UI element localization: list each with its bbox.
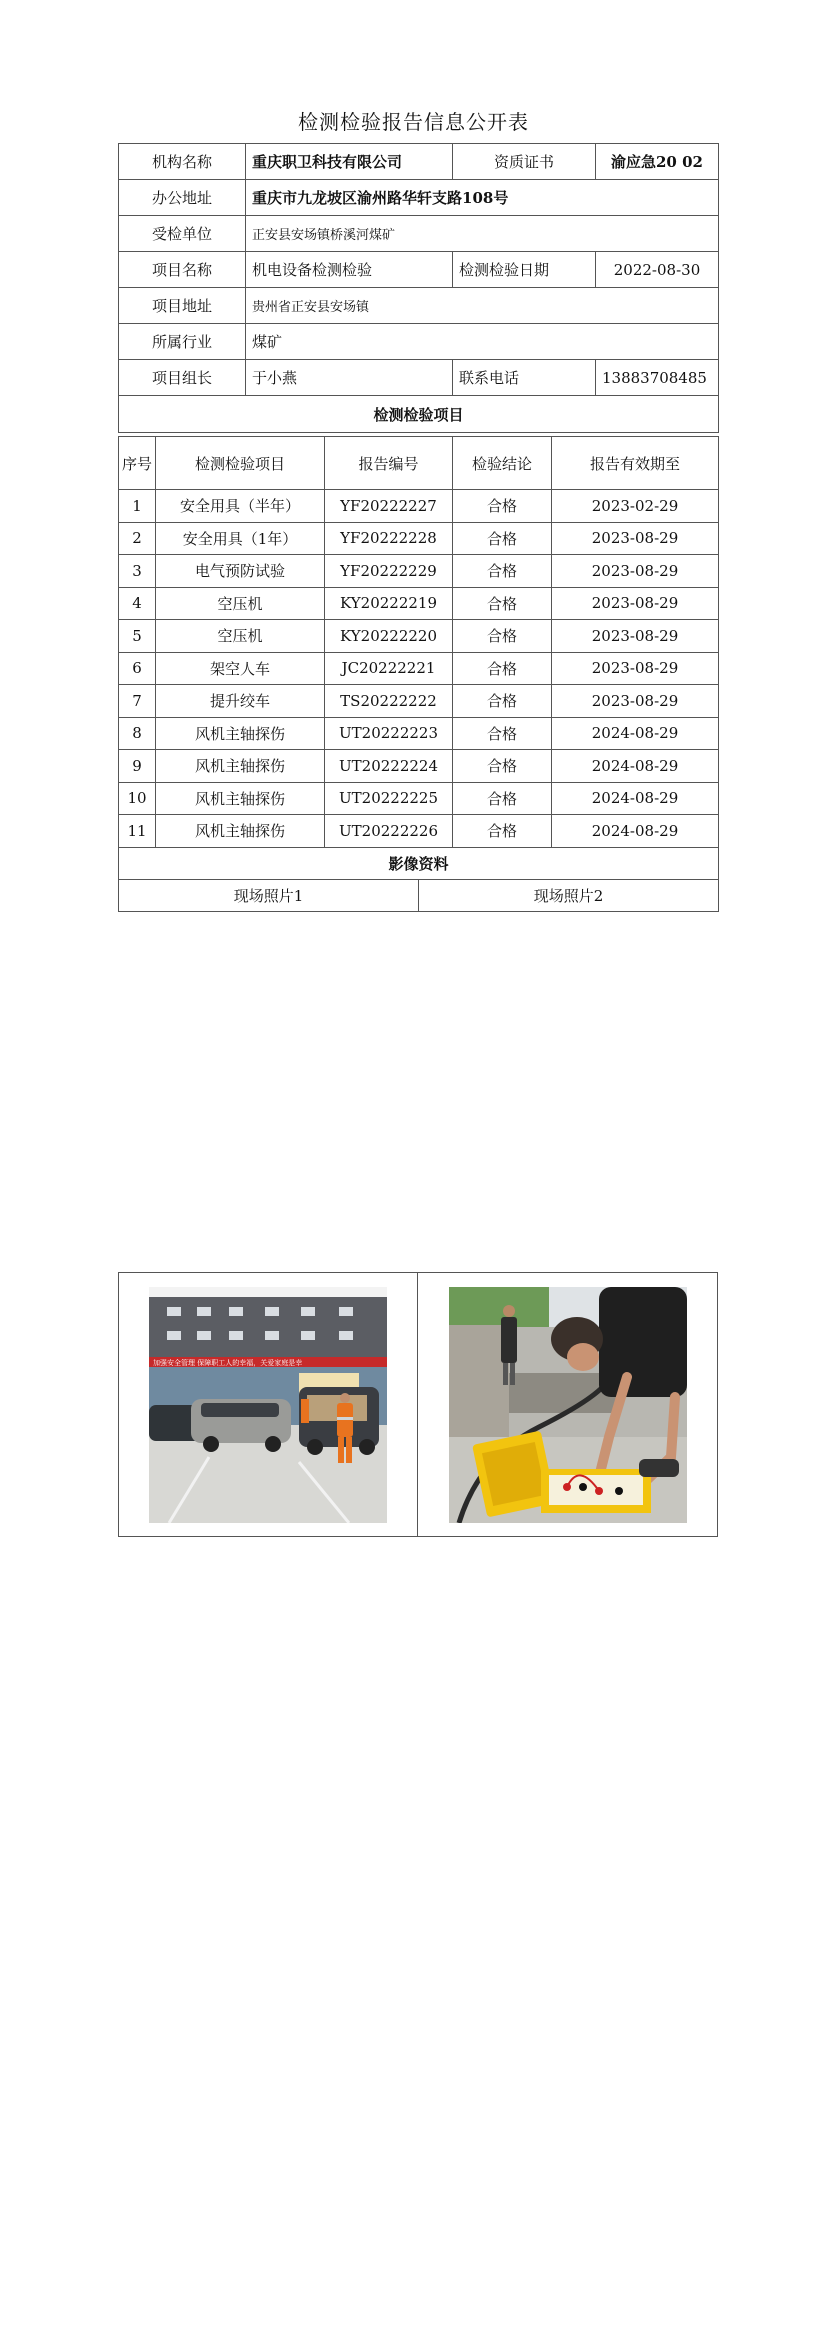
table-row (119, 815, 719, 848)
location-label: 项目地址 (119, 288, 246, 324)
row-valid-until: 2024-08-29 (552, 782, 719, 815)
date-label: 检测检验日期 (453, 252, 596, 288)
document-title: 检测检验报告信息公开表 (298, 110, 529, 134)
row-index: 8 (119, 717, 156, 750)
industry-label: 所属行业 (119, 324, 246, 360)
location-value: 贵州省正安县安场镇 (246, 288, 719, 324)
row-conclusion: 合格 (453, 652, 552, 685)
row-report-no: KY20222219 (325, 587, 453, 620)
table-row (119, 555, 719, 588)
row-index: 11 (119, 815, 156, 848)
row-index: 9 (119, 750, 156, 783)
address-label: 办公地址 (119, 180, 246, 216)
table-row (119, 652, 719, 685)
table-row (119, 490, 719, 523)
org-value: 重庆职卫科技有限公司 (246, 144, 453, 180)
row-index: 6 (119, 652, 156, 685)
cert-value: 渝应急20 02 (596, 144, 719, 180)
project-label: 项目名称 (119, 252, 246, 288)
row-item: 风机主轴探伤 (156, 750, 325, 783)
client-label: 受检单位 (119, 216, 246, 252)
row-conclusion: 合格 (453, 587, 552, 620)
client-value: 正安县安场镇桥溪河煤矿 (246, 216, 719, 252)
info-row-org (119, 144, 719, 180)
row-conclusion: 合格 (453, 815, 552, 848)
row-item: 架空人车 (156, 652, 325, 685)
row-report-no: UT20222225 (325, 782, 453, 815)
table-row (119, 587, 719, 620)
row-report-no: YF20222227 (325, 490, 453, 523)
photo-label-2: 现场照片2 (419, 880, 719, 912)
info-table (118, 143, 719, 433)
items-table (118, 436, 719, 848)
row-item: 风机主轴探伤 (156, 815, 325, 848)
table-row (119, 782, 719, 815)
row-report-no: TS20222222 (325, 685, 453, 718)
info-row-address (119, 180, 719, 216)
info-row-industry (119, 324, 719, 360)
phone-value: 13883708485 (596, 360, 719, 396)
cert-label: 资质证书 (453, 144, 596, 180)
row-item: 空压机 (156, 587, 325, 620)
info-row-client (119, 216, 719, 252)
row-index: 7 (119, 685, 156, 718)
row-report-no: UT20222226 (325, 815, 453, 848)
row-valid-until: 2023-08-29 (552, 652, 719, 685)
row-index: 5 (119, 620, 156, 653)
row-item: 空压机 (156, 620, 325, 653)
row-item: 风机主轴探伤 (156, 717, 325, 750)
table-row (119, 620, 719, 653)
col-header-index: 序号 (119, 437, 156, 490)
row-report-no: UT20222223 (325, 717, 453, 750)
row-report-no: JC20222221 (325, 652, 453, 685)
row-report-no: KY20222220 (325, 620, 453, 653)
row-conclusion: 合格 (453, 717, 552, 750)
industry-value: 煤矿 (246, 324, 719, 360)
row-valid-until: 2023-08-29 (552, 555, 719, 588)
row-valid-until: 2023-08-29 (552, 685, 719, 718)
photo-1-banner-text: 加强安全管理 保障职工人的幸福，关爱家庭是幸 (153, 1359, 303, 1367)
row-valid-until: 2023-08-29 (552, 620, 719, 653)
photo-divider (417, 1273, 418, 1536)
row-conclusion: 合格 (453, 685, 552, 718)
site-photo-1 (149, 1287, 387, 1523)
row-conclusion: 合格 (453, 555, 552, 588)
project-value: 机电设备检测检验 (246, 252, 453, 288)
info-row-leader (119, 360, 719, 396)
row-valid-until: 2023-08-29 (552, 587, 719, 620)
info-row-location (119, 288, 719, 324)
row-report-no: UT20222224 (325, 750, 453, 783)
info-row-project (119, 252, 719, 288)
row-conclusion: 合格 (453, 750, 552, 783)
col-header-report-no: 报告编号 (325, 437, 453, 490)
photos-section-title: 影像资料 (119, 848, 719, 880)
row-item: 风机主轴探伤 (156, 782, 325, 815)
row-valid-until: 2024-08-29 (552, 717, 719, 750)
items-section-header (119, 396, 719, 433)
row-index: 3 (119, 555, 156, 588)
items-section-title: 检测检验项目 (119, 396, 719, 433)
photo-section-table (118, 847, 719, 912)
row-conclusion: 合格 (453, 522, 552, 555)
date-value: 2022-08-30 (596, 252, 719, 288)
phone-label: 联系电话 (453, 360, 596, 396)
row-valid-until: 2023-02-29 (552, 490, 719, 523)
row-index: 10 (119, 782, 156, 815)
row-conclusion: 合格 (453, 782, 552, 815)
row-index: 4 (119, 587, 156, 620)
col-header-conclusion: 检验结论 (453, 437, 552, 490)
row-valid-until: 2024-08-29 (552, 815, 719, 848)
row-item: 提升绞车 (156, 685, 325, 718)
row-report-no: YF20222228 (325, 522, 453, 555)
row-conclusion: 合格 (453, 620, 552, 653)
leader-label: 项目组长 (119, 360, 246, 396)
table-row (119, 717, 719, 750)
photo-label-1: 现场照片1 (119, 880, 419, 912)
row-item: 安全用具（半年） (156, 490, 325, 523)
leader-value: 于小燕 (246, 360, 453, 396)
row-valid-until: 2023-08-29 (552, 522, 719, 555)
row-report-no: YF20222229 (325, 555, 453, 588)
photo-frame (118, 1272, 718, 1537)
row-conclusion: 合格 (453, 490, 552, 523)
col-header-item: 检测检验项目 (156, 437, 325, 490)
row-index: 1 (119, 490, 156, 523)
table-row (119, 685, 719, 718)
items-table-header (119, 437, 719, 490)
org-label: 机构名称 (119, 144, 246, 180)
row-item: 安全用具（1年） (156, 522, 325, 555)
row-valid-until: 2024-08-29 (552, 750, 719, 783)
col-header-valid-until: 报告有效期至 (552, 437, 719, 490)
photo-labels-row (119, 880, 719, 912)
address-value: 重庆市九龙坡区渝州路华轩支路108号 (246, 180, 719, 216)
table-row (119, 750, 719, 783)
row-item: 电气预防试验 (156, 555, 325, 588)
photo-section-header (119, 848, 719, 880)
site-photo-2 (449, 1287, 687, 1523)
table-row (119, 522, 719, 555)
row-index: 2 (119, 522, 156, 555)
